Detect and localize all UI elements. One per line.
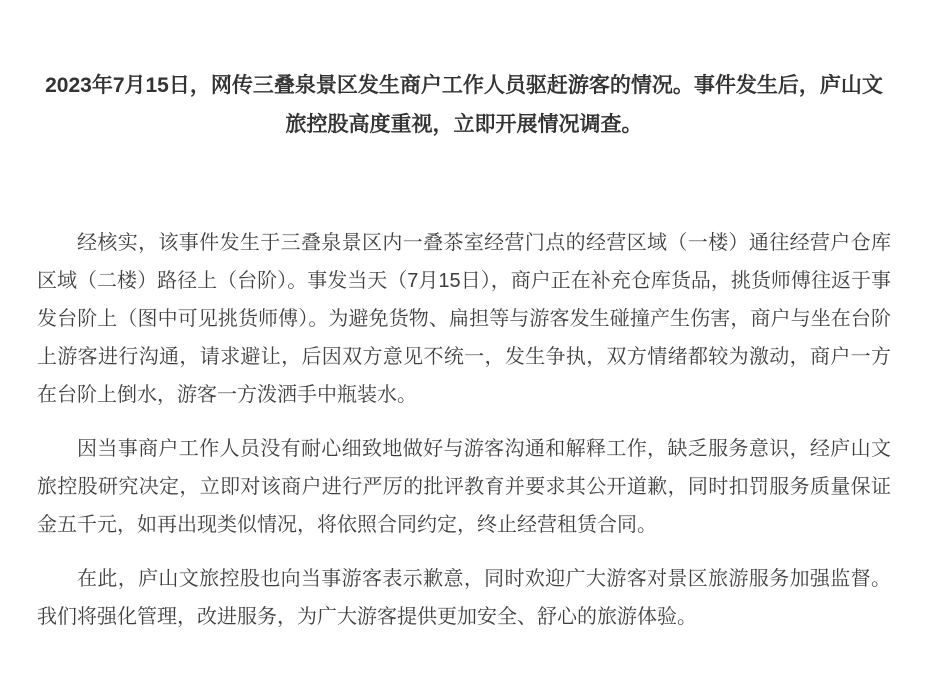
- announcement-paragraph: 在此，庐山文旅控股也向当事游客表示歉意，同时欢迎广大游客对景区旅游服务加强监督。我们将强化管理，改进服务，为广大游客提供更加安全、舒心的旅游体验。: [37, 568, 891, 628]
- announcement-heading: 2023年7月15日，网传三叠泉景区发生商户工作人员驱赶游客的情况。事件发生后，庐山文旅控股高度重视，立即开展情况调查。: [45, 74, 883, 136]
- announcement-paragraph: 因当事商户工作人员没有耐心细致地做好与游客沟通和解释工作，缺乏服务意识，经庐山文旅控股研究决定，立即对该商户进行严厉的批评教育并要求其公开道歉，同时扣罚服务质量保证金五千元，如再出现类似情况，将依照合同约定，终止经营租赁合同。: [37, 438, 891, 536]
- announcement-paragraph: 经核实，该事件发生于三叠泉景区内一叠茶室经营门点的经营区域（一楼）通往经营户仓库区域（二楼）路径上（台阶）。事发当天（7月15日），商户正在补充仓库货品，挑货师傅往返于事发台阶上（图中可见挑货师傅）。为避免货物、扁担等与游客发生碰撞产生伤害，商户与坐在台阶上游客进行沟通，请求避让，后因双方意见不统一，发生争执，双方情绪都较为激动，商户一方在台阶上倒水，游客一方泼洒手中瓶装水。: [37, 232, 891, 406]
- announcement-article: [37, 0, 891, 636]
